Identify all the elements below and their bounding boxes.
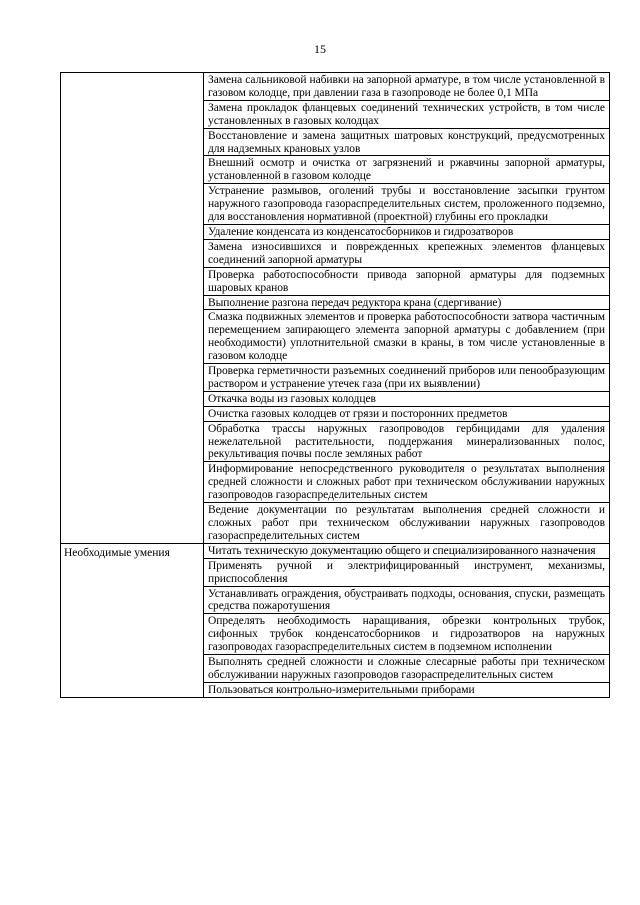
list-item: Ведение документации по результатам выполнения средней сложности и сложных работ при техническом обслуживании наружных газопроводов газораспределительных систем	[204, 502, 609, 543]
list-item: Обработка трассы наружных газопроводов гербицидами для удаления нежелательной растительности, поддержания минерализованных полос, рекультивация почвы после земляных работ	[204, 421, 609, 462]
list-item: Читать техническую документацию общего и специализированного назначения	[208, 544, 596, 557]
list-item: Внешний осмотр и очистка от загрязнений и ржавчины запорной арматуры, установленной в газовом колодце	[204, 155, 609, 183]
row-label-cell	[61, 543, 204, 697]
list-item: Проверка герметичности разъемных соединений приборов или пенообразующим раствором и устранение утечек газа (при их выявлении)	[204, 363, 609, 391]
list-item: Откачка воды из газовых колодцев	[204, 391, 609, 406]
page-number: 15	[314, 42, 326, 56]
table-row-required-skills	[61, 543, 610, 697]
list-item: Устанавливать ограждения, обустраивать подходы, основания, спуски, размещать средства пожаротушения	[204, 586, 609, 614]
skills-table	[60, 72, 610, 698]
list-item: Пользоваться контрольно-измерительными приборами	[204, 682, 609, 697]
list-item: Устранение размывов, оголений трубы и восстановление засыпки грунтом наружного газопровода газораспределительных систем, проложенного подземно, для восстановления нормативной (проектной) глубины его прокладки	[204, 183, 609, 224]
items-cell	[204, 73, 610, 544]
list-item: Смазка подвижных элементов и проверка работоспособности затвора частичным перемещением запирающего элемента запорной арматуры с добавлением (при необходимости) уплотнительной смазки в краны, в том числе установленные в газовом колодце	[204, 309, 609, 363]
list-item: Очистка газовых колодцев от грязи и посторонних предметов	[204, 406, 609, 421]
row-label: Необходимые умения	[64, 546, 170, 559]
table-row-labor-actions	[61, 73, 610, 544]
row-label-cell	[61, 73, 204, 544]
list-item: Выполнять средней сложности и сложные слесарные работы при техническом обслуживании наружных газопроводов газораспределительных систем	[204, 654, 609, 682]
list-item: Проверка работоспособности привода запорной арматуры для подземных шаровых кранов	[204, 267, 609, 295]
list-item: Удаление конденсата из конденсатосборников и гидрозатворов	[204, 224, 609, 239]
list-item: Восстановление и замена защитных шатровых конструкций, предусмотренных для надземных крановых узлов	[204, 128, 609, 156]
list-item: Замена сальниковой набивки на запорной арматуре, в том числе установленной в газовом колодце, при давлении газа в газопроводе не более 0,1 МПа	[208, 74, 605, 99]
row-label	[61, 73, 203, 77]
list-item: Информирование непосредственного руководителя о результатах выполнения средней сложности и сложных работ при техническом обслуживании наружных газопроводов газораспределительных систем	[204, 461, 609, 502]
list-item: Определять необходимость наращивания, обрезки контрольных трубок, сифонных трубок конденсатосборников и гидрозатворов на наружных газопроводах газораспределительных систем в подземном исполнении	[204, 613, 609, 654]
list-item: Замена прокладок фланцевых соединений технических устройств, в том числе установленных в газовых колодцах	[204, 100, 609, 128]
list-item: Применять ручной и электрифицированный инструмент, механизмы, приспособления	[204, 558, 609, 586]
items-cell	[204, 543, 610, 697]
list-item: Замена износившихся и поврежденных крепежных элементов фланцевых соединений запорной арматуры	[204, 239, 609, 267]
list-item: Выполнение разгона передач редуктора крана (сдергивание)	[204, 295, 609, 310]
